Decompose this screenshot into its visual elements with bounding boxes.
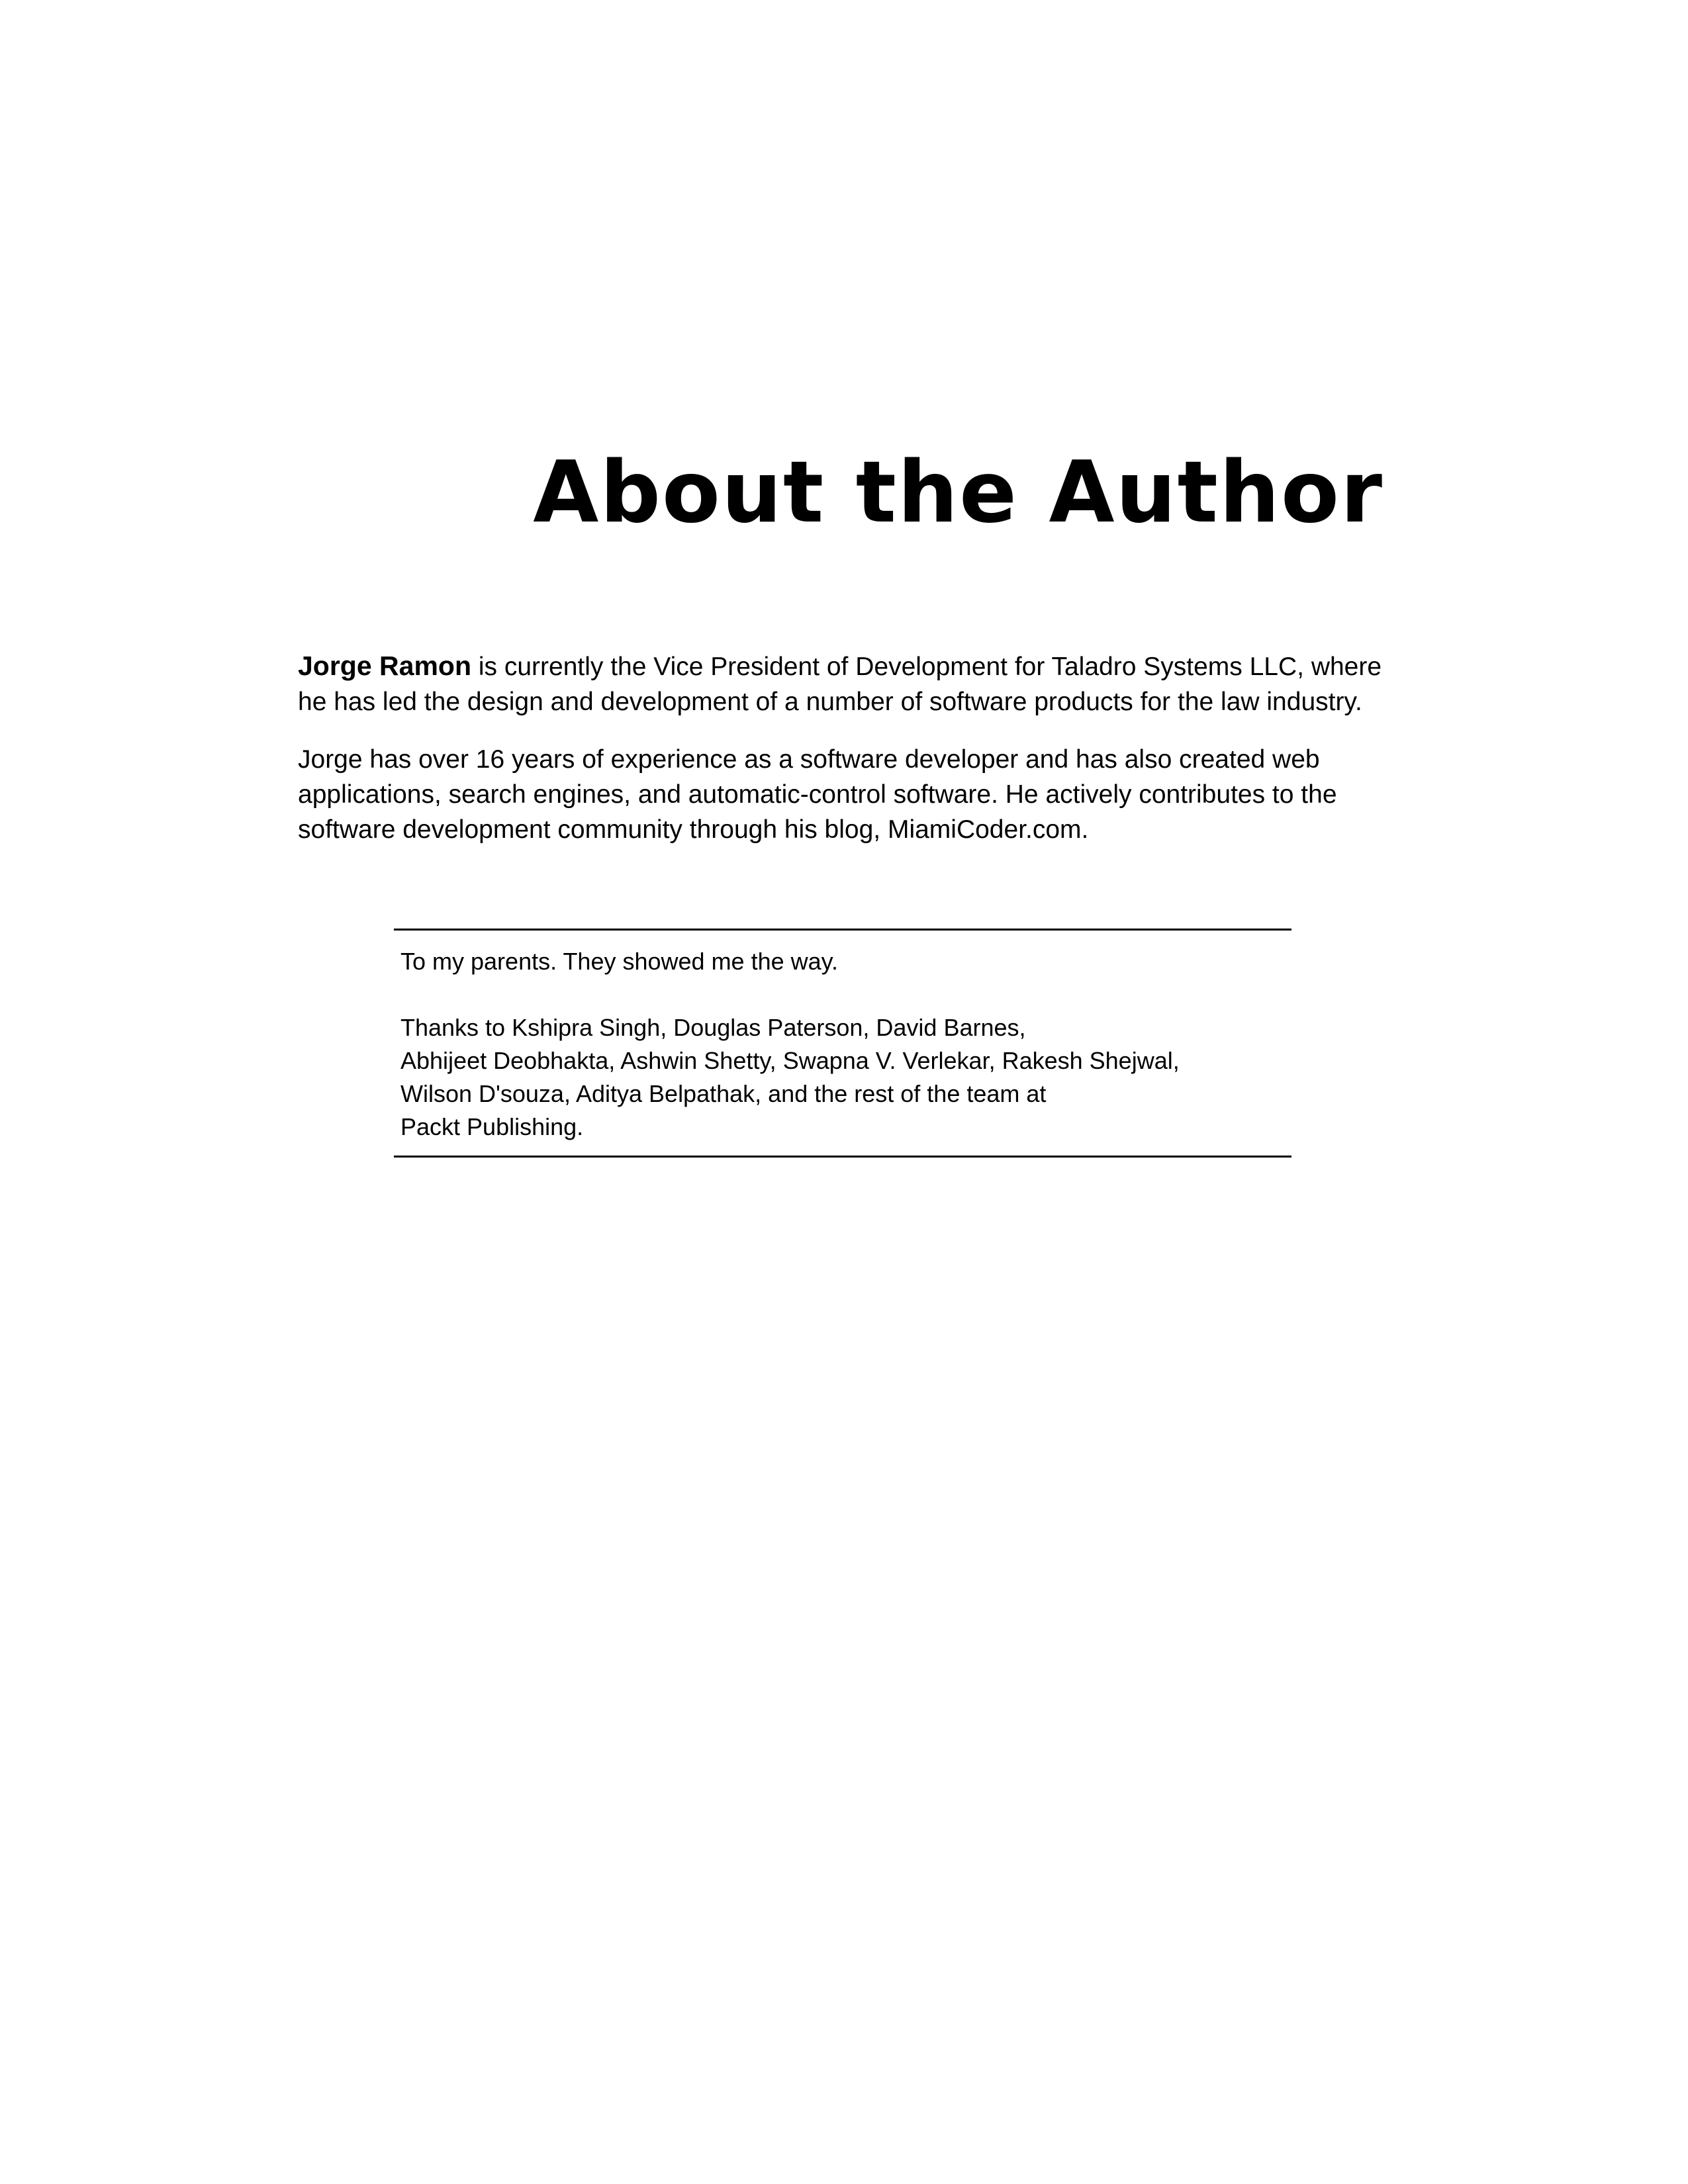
bio-paragraph-1 bbox=[298, 649, 1383, 719]
author-name: Jorge Ramon bbox=[298, 651, 471, 681]
dedication-line: To my parents. They showed me the way. bbox=[400, 948, 838, 975]
author-bio bbox=[298, 649, 1383, 870]
acknowledgements-line-1: Thanks to Kshipra Singh, Douglas Paterson, David Barnes, bbox=[400, 1014, 1026, 1041]
acknowledgements-line-4: Packt Publishing. bbox=[400, 1113, 584, 1140]
bio-paragraph-2: Jorge has over 16 years of experience as a software developer and has also created web applications, search engines, and automatic-control software. He actively contributes to the software development community through his blog, MiamiCoder.com. bbox=[298, 745, 1337, 844]
dedication-box bbox=[394, 929, 1291, 1158]
acknowledgements-line-3: Wilson D'souza, Aditya Belpathak, and the rest of the team at bbox=[400, 1080, 1047, 1107]
bio-paragraph-1-text: is currently the Vice President of Development for Taladro Systems LLC, where he has led the design and development of a number of software products for the law industry. bbox=[298, 653, 1382, 716]
dedication-spacer bbox=[400, 978, 1288, 1011]
page-title: About the Author bbox=[533, 443, 1383, 542]
acknowledgements-line-2: Abhijeet Deobhakta, Ashwin Shetty, Swapna V. Verlekar, Rakesh Shejwal, bbox=[400, 1047, 1180, 1074]
acknowledgements bbox=[400, 1011, 1288, 1144]
